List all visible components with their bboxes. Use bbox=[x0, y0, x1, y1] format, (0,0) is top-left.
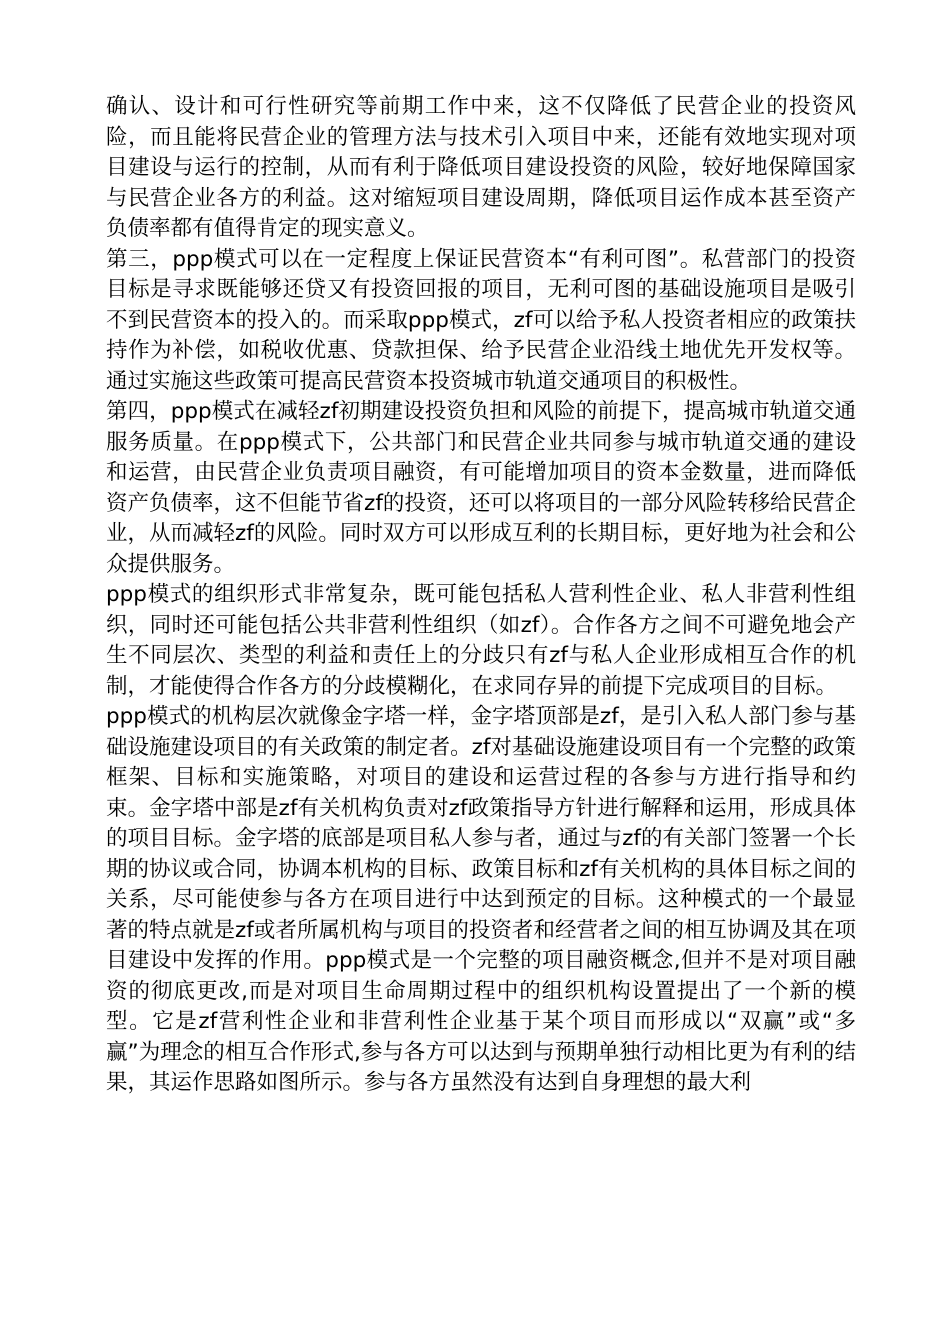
paragraph-pyramid-structure: ppp模式的机构层次就像金字塔一样，金字塔顶部是zf，是引入私人部门参与基础设施建设项目的有关政策的制定者。zf对基础设施建设项目有一个完整的政策框架、目标和实施策略，对项目的建设和运营过程的各参与方进行指导和约束。金字塔中部是zf有关机构负责对zf政策指导方针进行解释和运用，形成具体的项目目标。金字塔的底部是项目私人参与者，通过与zf的有关部门签署一个长期的协议或合同，协调本机构的目标、政策目标和zf有关机构的具体目标之间的关系，尽可能使参与各方在项目进行中达到预定的目标。这种模式的一个最显著的特点就是zf或者所属机构与项目的投资者和经营者之间的相互协调及其在项目建设中发挥的作用。ppp模式是一个完整的项目融资概念,但并不是对项目融资的彻底更改,而是对项目生命周期过程中的组织机构设置提出了一个新的模型。它是zf营利性企业和非营利性企业基于某个项目而形成以“双赢”或“多赢”为理念的相互合作形式,参与各方可以达到与预期单独行动相比更为有利的结果，其运作思路如图所示。参与各方虽然没有达到自身理想的最大利 bbox=[106, 704, 856, 1095]
document-body bbox=[106, 92, 856, 1099]
paragraph-organization-form: ppp模式的组织形式非常复杂，既可能包括私人营利性企业、私人非营利性组织，同时还可能包括公共非营利性组织（如zf）。合作各方之间不可避免地会产生不同层次、类型的利益和责任上的分歧只有zf与私人企业形成相互合作的机制，才能使得合作各方的分歧模糊化，在求同存异的前提下完成项目的目标。 bbox=[106, 582, 856, 699]
paragraph-third-point: 第三，ppp模式可以在一定程度上保证民营资本“有利可图”。私营部门的投资目标是寻求既能够还贷又有投资回报的项目，无利可图的基础设施项目是吸引不到民营资本的投入的。而采取ppp模式，zf可以给予私人投资者相应的政策扶持作为补偿，如税收优惠、贷款担保、给予民营企业沿线土地优先开发权等。通过实施这些政策可提高民营资本投资城市轨道交通项目的积极性。 bbox=[106, 246, 856, 394]
paragraph-fourth-point: 第四，ppp模式在减轻zf初期建设投资负担和风险的前提下，提高城市轨道交通服务质量。在ppp模式下，公共部门和民营企业共同参与城市轨道交通的建设和运营，由民营企业负责项目融资，有可能增加项目的资本金数量，进而降低资产负债率，这不但能节省zf的投资，还可以将项目的一部分风险转移给民营企业，从而减轻zf的风险。同时双方可以形成互利的长期目标，更好地为社会和公众提供服务。 bbox=[106, 399, 856, 577]
paragraph-intro-continuation: 确认、设计和可行性研究等前期工作中来，这不仅降低了民营企业的投资风险，而且能将民营企业的管理方法与技术引入项目中来，还能有效地实现对项目建设与运行的控制，从而有利于降低项目建设投资的风险，较好地保障国家与民营企业各方的利益。这对缩短项目建设周期，降低项目运作成本甚至资产负债率都有值得肯定的现实意义。 bbox=[106, 94, 856, 241]
